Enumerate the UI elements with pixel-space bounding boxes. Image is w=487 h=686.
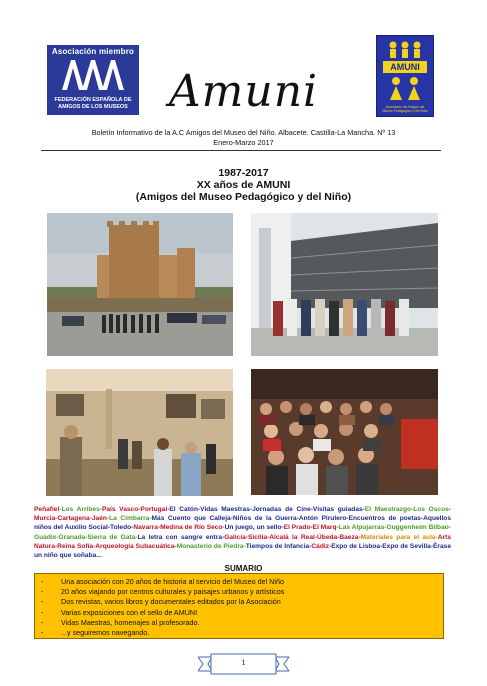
subtitle-line-1: Boletín Informativo de la A.C Amigos del Museo del Niño. Albacete. Castilla-La Mancha. Nº 13 <box>91 128 396 137</box>
children-figures-icon <box>385 40 425 60</box>
castle-photo <box>47 213 233 356</box>
place-item: Galicia-Sicilia-Alcalá la Real-Úbeda-Baeza- <box>224 533 361 541</box>
summary-item-text: Varias exposiciones con el sello de AMUNI <box>61 607 198 617</box>
summary-dash: - <box>41 587 44 597</box>
summary-item <box>41 577 437 587</box>
exhibition-photo <box>46 369 233 496</box>
summary-dash: - <box>41 617 44 627</box>
summary-item <box>41 608 437 618</box>
summary-dash: - <box>41 628 44 638</box>
place-item: Cádiz- <box>311 542 332 550</box>
summary-box <box>34 573 444 639</box>
page-number: 1 <box>241 658 246 667</box>
summary-item <box>41 618 437 628</box>
heading-anniversary: XX años de AMUNI <box>196 179 291 191</box>
place-item: El Prado-El Marq- <box>283 524 339 532</box>
newsletter-subtitle <box>40 128 447 148</box>
summary-list <box>41 577 437 638</box>
heading-association-name: (Amigos del Museo Pedagógico y del Niño) <box>135 191 352 203</box>
place-item: Las Alpujarras-Guggenheim Bilbao-Guadix-Granada-Sierra de Gata- <box>34 524 451 541</box>
summary-item <box>41 597 437 607</box>
summary-item-text: Vidas Maestras, homenajes al profesorado. <box>61 617 200 627</box>
place-item: El Maestrazgo-Los Oscos <box>364 506 449 513</box>
federation-logo-top-text: Asociación miembro <box>51 47 135 56</box>
summary-item <box>41 587 437 597</box>
summary-dash: - <box>41 607 44 617</box>
place-item: Materiales para el aula- <box>360 533 438 541</box>
audience-photo <box>251 369 438 495</box>
summary-item <box>41 628 437 638</box>
place-item: Expo de Lisboa-Expo de Sevilla-Érase un niño que soñaba... <box>34 542 451 560</box>
page-number-banner <box>198 653 289 675</box>
summary-item-text: 20 años viajando por centros culturales y paisajes urbanos y artísticos <box>61 587 285 597</box>
place-item: Peñafiel <box>34 506 60 513</box>
place-item: -El Catón-Vidas Maestras-Jornadas de Cine-Visitas guiadas- <box>167 506 365 513</box>
place-item: -Murcia-Cartagena-Jaén <box>34 506 451 523</box>
place-item: -La Cimbarra- <box>106 515 152 523</box>
place-item: Más Cuento que Calleja-Niños de la Guerra-Antón Pirulero-Encuentros de poetas-Aquellos niños del Auxilio Social-Toledo- <box>34 515 451 532</box>
summary-title: SUMARIO <box>224 564 263 573</box>
header-divider <box>41 150 441 151</box>
place-item: Tiempos de Infancia- <box>245 542 312 550</box>
subtitle-line-2: Enero-Marzo 2017 <box>213 138 274 147</box>
place-item: La letra con sangre entra- <box>137 533 225 541</box>
place-item: -Los Arribes- <box>59 506 102 513</box>
newsletter-title: Amuni <box>168 66 319 117</box>
summary-dash: - <box>41 597 44 607</box>
summary-dash: - <box>41 577 44 586</box>
heading-years: 1987-2017 <box>218 167 269 179</box>
place-item: Navarra-Medina de Río Seco- <box>133 524 225 532</box>
amuni-logo-caption: Asociación de Amigos del Museo Pedagógico y del Niño <box>382 105 428 113</box>
places-list <box>34 505 451 560</box>
place-item: País Vasco-Portugal <box>101 506 168 513</box>
anniversary-heading <box>0 167 487 203</box>
amuni-logo-title: AMUNI <box>383 61 427 73</box>
summary-item-text: ...y seguiremos navegando. <box>61 628 150 638</box>
place-item: Arts Natura-Reina Sofía-Arqueología Subacuática- <box>34 533 451 550</box>
place-item: Monasterio de Piedra- <box>176 542 246 550</box>
group-building-photo <box>251 213 438 356</box>
summary-item-text: Una asociación con 20 años de historia al servicio del Museo del Niño <box>61 577 284 586</box>
summary-item-text: Dos revistas, varios libros y documentales editados por la Asociación <box>61 597 281 607</box>
federation-logo-bottom-text: FEDERACIÓN ESPAÑOLA DE AMIGOS DE LOS MUSEOS <box>54 97 132 110</box>
place-item: Un juego, un sello- <box>224 524 284 532</box>
